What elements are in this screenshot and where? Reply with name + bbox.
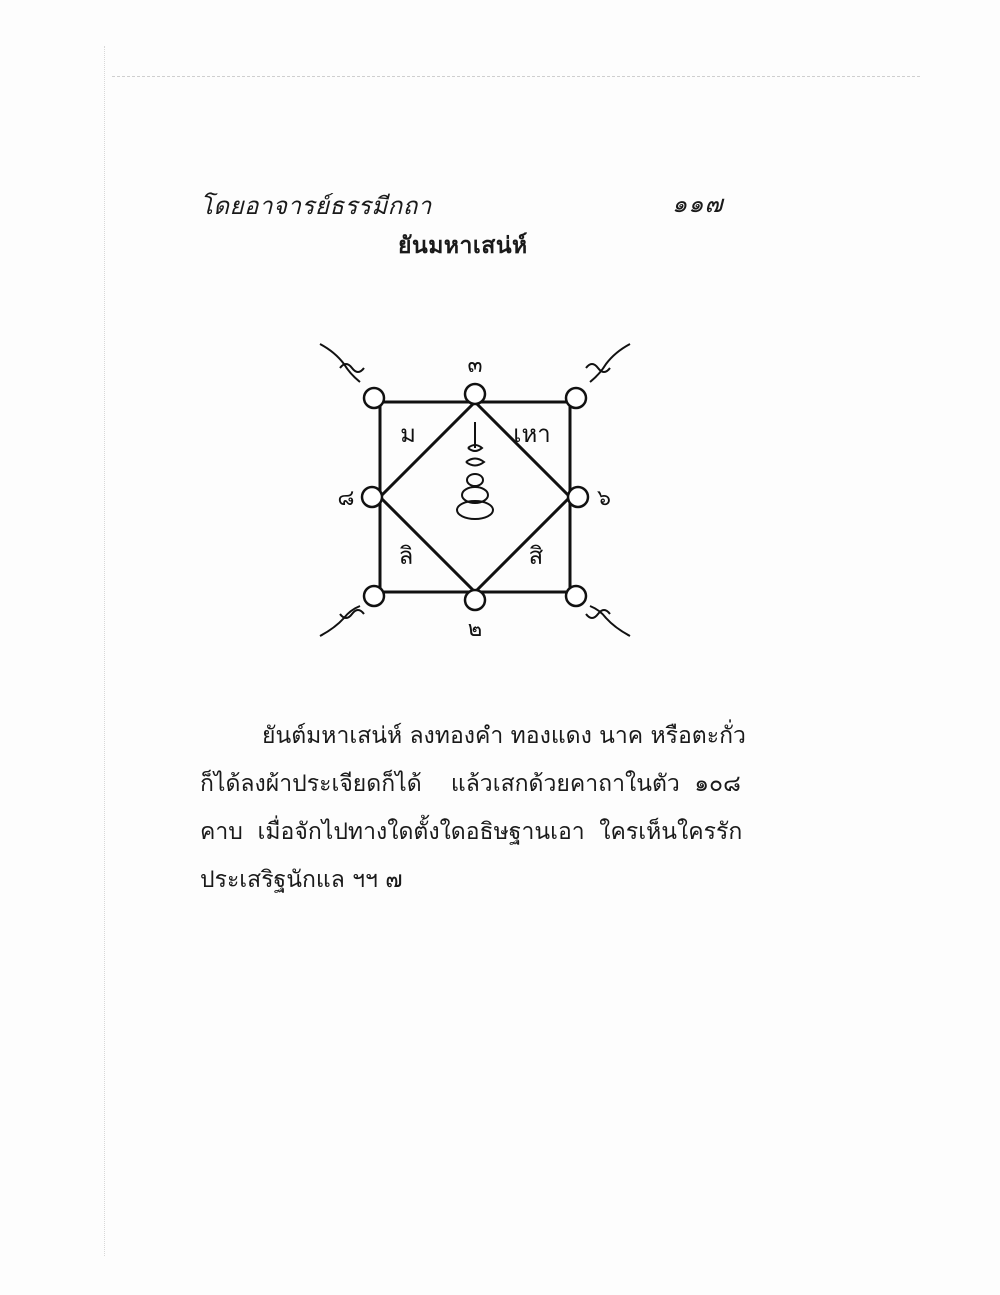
body-line: ยันต์มหาเสน่ห์ ลงทองคำ ทองแดง นาค หรือตะกั่ว <box>262 723 746 749</box>
yantra-cell-bottom-right: สิ <box>528 542 544 570</box>
yantra-cell-top-right: เหา <box>513 420 551 448</box>
body-line: ประเสริฐนักแล ฯฯ ๗ <box>200 867 403 893</box>
yantra-numeral-left: ๘ <box>337 486 355 511</box>
central-figure <box>457 422 493 519</box>
body-line: ก็ได้ลงผ้าประเจียดก็ได้ แล้วเสกด้วยคาถาในตัว ๑๐๘ <box>200 771 741 797</box>
yantra-cell-top-left: ม <box>400 420 416 448</box>
yantra-numeral-right: ๖ <box>597 486 611 511</box>
yantra-cell-bottom-left: ลิ <box>398 542 414 570</box>
section-title: ยันมหาเสน่ห์ <box>398 232 528 259</box>
page-left-edge <box>104 46 105 1256</box>
body-line: คาบ เมื่อจักไปทางใดตั้งใดอธิษฐานเอา ใครเห็นใครรัก <box>200 819 743 845</box>
loop-top-left <box>364 388 384 408</box>
body-paragraph <box>200 712 760 904</box>
loop-right <box>568 487 588 507</box>
loop-top <box>465 384 485 404</box>
page-top-rule <box>112 76 920 77</box>
page-number: ๑๑๗ <box>672 190 724 218</box>
running-header: โดยอาจารย์ธรรมีกถา <box>200 192 432 220</box>
yantra-numeral-top: ๓ <box>467 353 483 378</box>
loop-left <box>362 487 382 507</box>
loop-bottom <box>465 590 485 610</box>
loop-top-right <box>566 388 586 408</box>
loop-bottom-right <box>566 586 586 606</box>
yantra-numeral-bottom: ๒ <box>467 617 483 642</box>
yantra-diagram <box>310 330 640 650</box>
loop-bottom-left <box>364 586 384 606</box>
